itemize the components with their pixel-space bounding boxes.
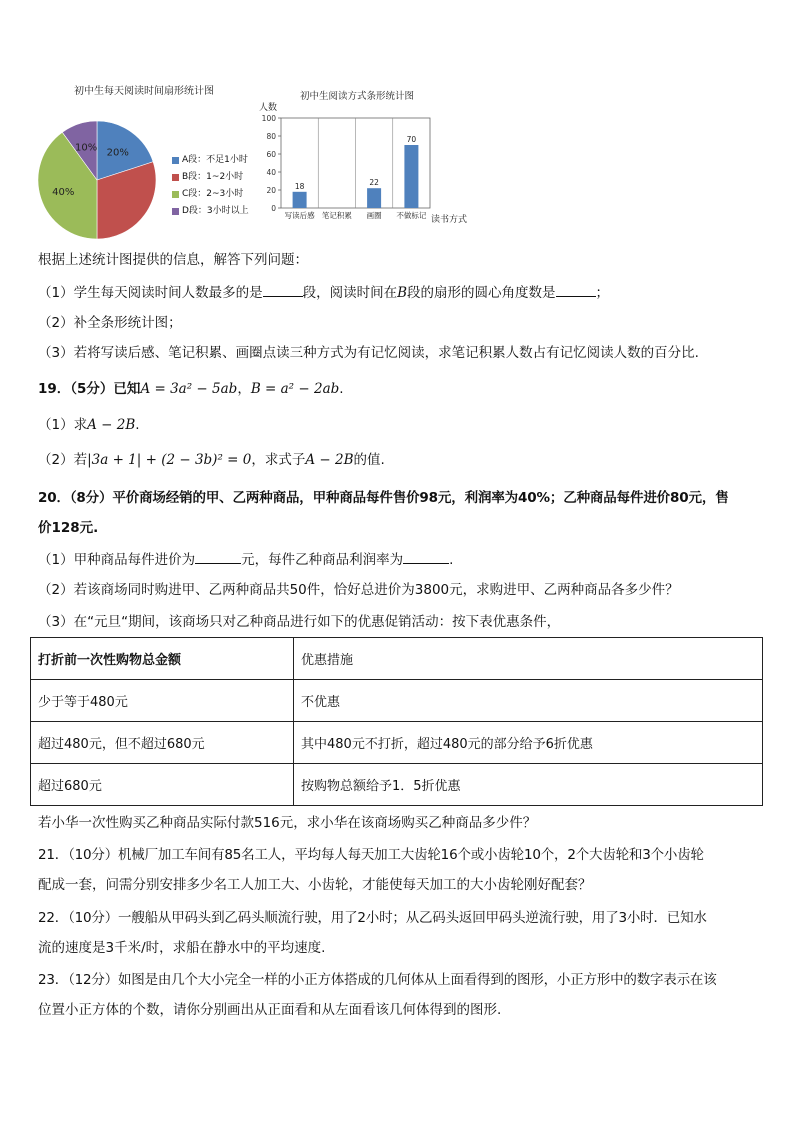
legend-label-b: B段：1~2小时	[182, 172, 244, 182]
table-cell: 超过680元	[31, 764, 294, 806]
var-b: B	[397, 285, 408, 301]
q22-line2: 流的速度是3千米/时，求船在静水中的平均速度.	[38, 940, 326, 956]
q19-1expr: A − 2B	[87, 417, 136, 433]
table-cell: 少于等于480元	[31, 680, 294, 722]
bar-value-label: 18	[294, 181, 305, 191]
table-cell: 超过480元，但不超过680元	[31, 722, 294, 764]
q19-expr-a: A = 3a² − 5ab	[140, 381, 238, 397]
bar-chart-title: 初中生阅读方式条形统计图	[299, 91, 415, 102]
legend-swatch-c	[172, 191, 179, 198]
x-category-label: 写读后感	[284, 211, 315, 220]
q19-1end: .	[135, 417, 140, 433]
legend-item-a	[172, 152, 249, 169]
q18-part3: （3）若将写读后感、笔记积累、画圈点读三种方式为有记忆阅读，求笔记积累人数占有记忆阅读人数的百分比.	[38, 345, 699, 361]
y-tick-label: 40	[266, 168, 276, 177]
q19-2a: （2）若	[38, 452, 88, 468]
q19-2expr2: A − 2B	[305, 452, 354, 468]
intro-line: 根据上述统计图提供的信息，解答下列问题：	[38, 252, 308, 268]
q21-line2: 配成一套，问需分别安排多少名工人加工大、小齿轮，才能使每天加工的大小齿轮刚好配套？	[38, 877, 592, 893]
q20-1c: .	[449, 552, 454, 568]
q19-end: .	[339, 381, 344, 397]
table-header-cell: 打折前一次性购物总金额	[31, 638, 294, 680]
table-cell: 不优惠	[294, 680, 763, 722]
bar-chart	[252, 86, 474, 231]
bar-0	[293, 192, 307, 208]
y-tick-label: 0	[271, 204, 276, 213]
legend-swatch-d	[172, 208, 179, 215]
table-row	[31, 764, 763, 806]
y-axis-label: 人数	[259, 103, 278, 113]
q19-head	[38, 379, 344, 399]
legend-item-b	[172, 169, 249, 186]
q19-2b: ，求式子	[251, 452, 306, 468]
legend-item-c	[172, 186, 249, 203]
q20-part2: （2）若该商场同时购进甲、乙两种商品共50件，恰好总进价为3800元，求购进甲、乙两种商品各多少件？	[38, 582, 679, 598]
table-header-cell: 优惠措施	[294, 638, 763, 680]
x-category-label: 不做标记	[396, 211, 427, 220]
table-cell: 其中480元不打折，超过480元的部分给予6折优惠	[294, 722, 763, 764]
q23-line1: 23．（12分）如图是由几个大小完全一样的小正方体搭成的几何体从上面看得到的图形，小正方形中的数字表示在该	[38, 972, 717, 988]
q23-line2: 位置小正方体的个数，请你分别画出从正面看和从左面看该几何体得到的图形.	[38, 1002, 502, 1018]
discount-table	[30, 637, 763, 806]
x-axis-label: 读书方式	[431, 215, 468, 225]
q18-1a: （1）学生每天阅读时间人数最多的是	[38, 285, 263, 301]
q20-1a: （1）甲种商品每件进价为	[38, 552, 196, 568]
q19-part2	[38, 450, 385, 470]
q19-2expr: |3a + 1| + (2 − 3b)² = 0	[87, 452, 252, 468]
x-category-label: 画圈	[366, 211, 382, 220]
legend-label-d: D段：3小时以上	[182, 206, 249, 216]
legend-swatch-a	[172, 157, 179, 164]
q19-sep: ，	[237, 381, 251, 397]
answer-blank-2[interactable]	[556, 282, 596, 297]
answer-blank-4[interactable]	[403, 549, 449, 564]
bar-2	[367, 188, 381, 208]
legend-label-c: C段：2~3小时	[182, 189, 244, 199]
q19-2end: 的值.	[353, 452, 385, 468]
q20-1b: 元，每件乙种商品利润率为	[241, 552, 404, 568]
q20-part1	[38, 549, 453, 570]
y-tick-label: 80	[266, 132, 276, 141]
y-tick-label: 100	[261, 114, 276, 123]
answer-blank-1[interactable]	[263, 282, 303, 297]
pie-chart-title: 初中生每天阅读时间扇形统计图	[74, 86, 214, 97]
pie-label-c: 40%	[52, 186, 75, 198]
pie-legend	[172, 152, 249, 220]
q19-1a: （1）求	[38, 417, 88, 433]
table-row	[31, 722, 763, 764]
table-cell: 按购物总额给予1．5折优惠	[294, 764, 763, 806]
q20-line1: 20．（8分）平价商场经销的甲、乙两种商品，甲种商品每件售价98元，利润率为40%；乙种商品每件进价80元，售	[38, 490, 729, 506]
q18-1b: 段，阅读时间在	[302, 285, 398, 301]
q20-line2: 价128元.	[38, 520, 99, 536]
q21-line1: 21．（10分）机械厂加工车间有85名工人，平均每人每天加工大齿轮16个或小齿轮10个，2个大齿轮和3个小齿轮	[38, 847, 704, 863]
y-tick-label: 20	[266, 186, 276, 195]
q19-number: 19．（5分）已知	[38, 381, 141, 397]
table-row	[31, 680, 763, 722]
legend-swatch-b	[172, 174, 179, 181]
q18-1c: 段的扇形的圆心角度数是	[407, 285, 556, 301]
answer-blank-3[interactable]	[195, 549, 241, 564]
q19-part1	[38, 415, 140, 435]
pie-label-d: 10%	[74, 142, 98, 154]
q18-part2: （2）补全条形统计图；	[38, 315, 182, 331]
q22-line1: 22．（10分）一艘船从甲码头到乙码头顺流行驶，用了2小时；从乙码头返回甲码头逆流行驶，用了3小时．已知水	[38, 910, 707, 926]
q18-part1	[38, 282, 609, 303]
bar-3	[404, 145, 418, 208]
q20-part3: （3）在“元旦“期间，该商场只对乙种商品进行如下的优惠促销活动：按下表优惠条件，	[38, 614, 561, 630]
legend-item-d	[172, 203, 249, 220]
pie-label-a: 20%	[106, 147, 129, 159]
bar-value-label: 70	[406, 135, 417, 144]
q18-1d: ；	[595, 285, 610, 301]
bar-value-label: 22	[369, 178, 379, 188]
x-category-label: 笔记积累	[321, 211, 352, 220]
pie-chart	[30, 118, 170, 242]
q19-expr-b: B = a² − 2ab	[250, 381, 340, 397]
y-tick-label: 60	[266, 150, 276, 159]
legend-label-a: A段：不足1小时	[182, 155, 248, 165]
table-header-row	[31, 638, 763, 680]
q20-after: 若小华一次性购买乙种商品实际付款516元，求小华在该商场购买乙种商品多少件？	[38, 815, 537, 831]
